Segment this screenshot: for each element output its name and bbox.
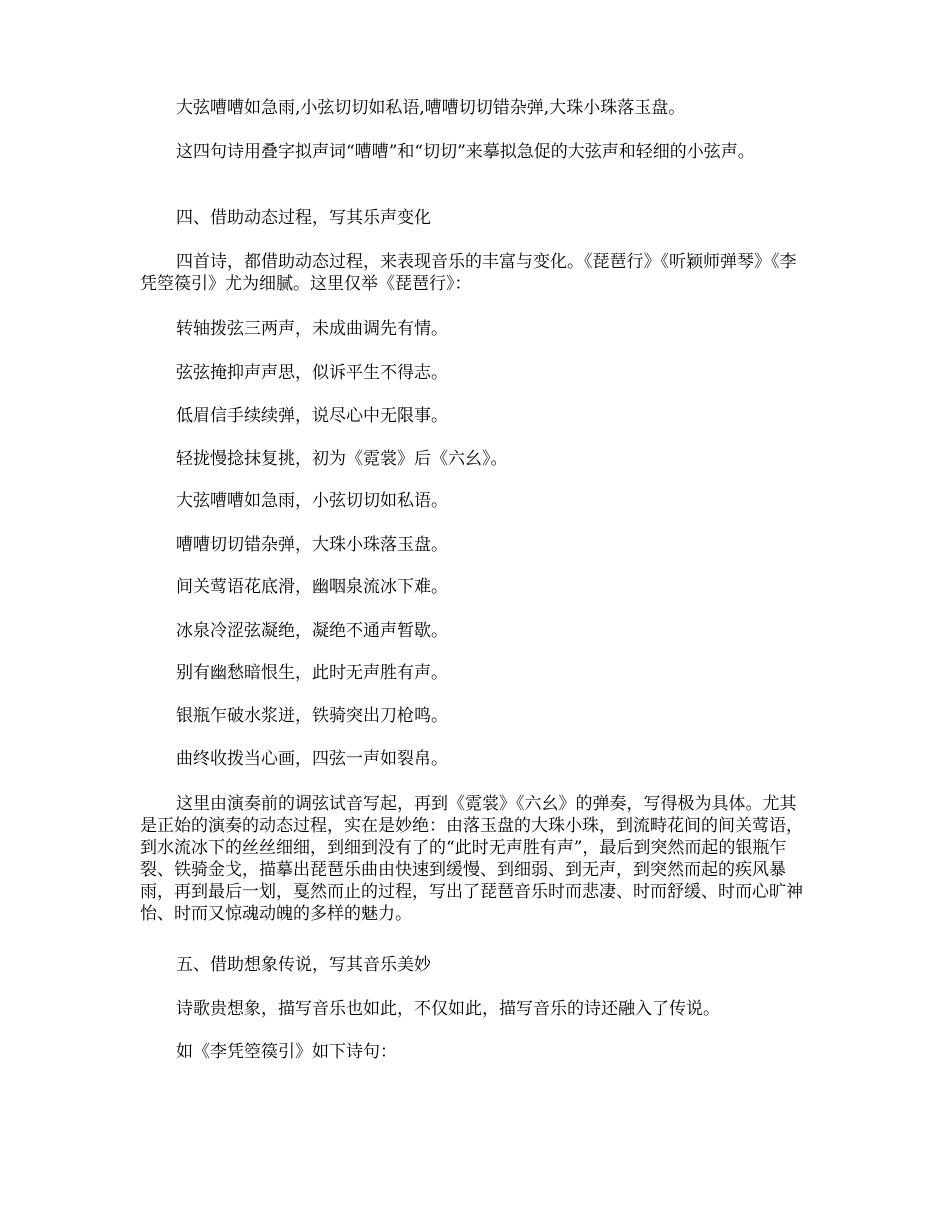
section-heading-4: 四、借助动态过程，写其乐声变化 xyxy=(176,208,431,228)
poem-line-5: 大弦嘈嘈如急雨，小弦切切如私语。 xyxy=(176,491,448,511)
paragraph-analysis: 这里由演奏前的调弦试音写起，再到《霓裳》《六幺》的弹奏，写得极为具体。尤其是正始的演奏的动态过程，实在是妙绝：由落玉盘的大珠小珠，到流畤花间的间关莺语，到水流冰下的丝丝细细，到细到没有了的“此时无声胜有声”，最后到突然而起的银瓶乍裂、铁骑金戈，描摹出琵琶乐曲由快速到缓慢、到细弱、到无声，到突然而起的疾风暴雨，再到最后一划，戛然而止的过程，写出了琵琶音乐时而悲凄、时而舒缓、时而心旷神怡、时而又惊魂动魄的多样的魅力。 xyxy=(140,794,803,924)
poem-line-2: 弦弦掩抑声声思，似诉平生不得志。 xyxy=(176,363,448,383)
poem-line-7: 间关莺语花底滑，幽咽泉流冰下难。 xyxy=(176,577,448,597)
poem-line-4: 轻拢慢捻抹复挑，初为《霓裳》后《六幺》。 xyxy=(176,449,508,469)
poem-line-11: 曲终收拨当心画，四弦一声如裂帛。 xyxy=(176,749,448,769)
section-heading-5: 五、借助想象传说，写其音乐美妙 xyxy=(176,955,431,975)
poem-line-1: 转轴拨弦三两声，未成曲调先有情。 xyxy=(176,319,448,339)
poem-line-3: 低眉信手续续弹，说尽心中无限事。 xyxy=(176,406,448,426)
poem-line-6: 嘈嘈切切错杂弹，大珠小珠落玉盘。 xyxy=(176,535,448,555)
poem-line-8: 冰泉冷涩弦凝绝，凝绝不通声暂歇。 xyxy=(176,621,448,641)
poem-line-10: 银瓶乍破水浆迸，铁骑突出刀枪鸣。 xyxy=(176,706,448,726)
paragraph-onomatopoeia-note: 这四句诗用叠字拟声词“嘈嘈”和“切切”来摹拟急促的大弦声和轻细的小弦声。 xyxy=(176,142,755,162)
paragraph-imagination: 诗歌贵想象，描写音乐也如此，不仅如此，描写音乐的诗还融入了传说。 xyxy=(176,999,720,1019)
poem-line-9: 别有幽愁暗恨生，此时无声胜有声。 xyxy=(176,663,448,683)
paragraph-intro-pipa: 四首诗，都借助动态过程，来表现音乐的丰富与变化。《琵琶行》《听颖师弹琴》《李凭箜篌引》尤为细腻。这里仅举《琵琶行》： xyxy=(140,252,797,294)
paragraph-li-ping-intro: 如《李凭箜篌引》如下诗句： xyxy=(176,1042,397,1062)
paragraph-poem-excerpt: 大弦嘈嘈如急雨,小弦切切如私语,嘈嘈切切错杂弹,大珠小珠落玉盘。 xyxy=(176,98,686,118)
